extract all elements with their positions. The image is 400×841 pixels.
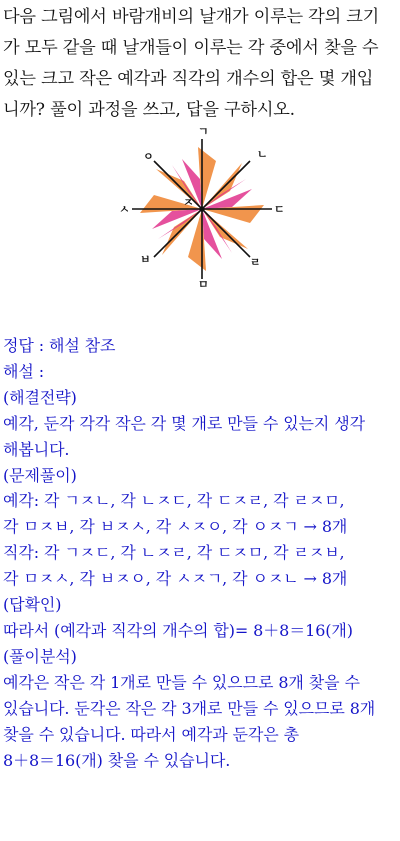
question-text xyxy=(3,2,399,126)
label-top-left: ㅇ xyxy=(143,150,154,163)
answer-explanation xyxy=(3,333,399,773)
answer-line: (풀이분석) xyxy=(3,646,77,666)
question-line: 다음 그림에서 바람개비의 날개가 이루는 각의 크기 xyxy=(3,7,380,27)
answer-line: 해설 : xyxy=(3,361,44,381)
answer-line: (해결전략) xyxy=(3,387,77,407)
pinwheel-diagram xyxy=(110,122,300,294)
label-left: ㅅ xyxy=(119,203,130,216)
answer-line: 있습니다. 둔각은 작은 각 3개로 만들 수 있으므로 8개 xyxy=(3,698,376,718)
answer-line: 각 ㅁㅈㅅ, 각 ㅂㅈㅇ, 각 ㅅㅈㄱ, 각 ㅇㅈㄴ → 8개 xyxy=(3,569,348,589)
label-bottom-left: ㅂ xyxy=(140,253,151,266)
label-bottom: ㅁ xyxy=(198,278,209,291)
answer-line: 따라서 (예각과 직각의 개수의 합)= 8＋8＝16(개) xyxy=(3,620,353,640)
answer-line: 해봅니다. xyxy=(3,439,70,459)
label-bottom-right: ㄹ xyxy=(250,256,261,269)
label-right: ㄷ xyxy=(274,203,285,216)
answer-line: 예각은 작은 각 1개로 만들 수 있으므로 8개 찾을 수 xyxy=(3,672,360,692)
pinwheel-figure xyxy=(110,122,300,294)
answer-line: 각 ㅁㅈㅂ, 각 ㅂㅈㅅ, 각 ㅅㅈㅇ, 각 ㅇㅈㄱ → 8개 xyxy=(3,517,348,537)
answer-line: 8＋8＝16(개) 찾을 수 있습니다. xyxy=(3,750,231,770)
answer-line: (답확인) xyxy=(3,595,62,615)
question-line: 니까? 풀이 과정을 쓰고, 답을 구하시오. xyxy=(3,100,295,120)
answer-line: 직각: 각 ㄱㅈㄷ, 각 ㄴㅈㄹ, 각 ㄷㅈㅁ, 각 ㄹㅈㅂ, xyxy=(3,543,345,563)
question-line: 가 모두 같을 때 날개들이 이루는 각 중에서 찾을 수 xyxy=(3,38,379,58)
answer-line: 예각: 각 ㄱㅈㄴ, 각 ㄴㅈㄷ, 각 ㄷㅈㄹ, 각 ㄹㅈㅁ, xyxy=(3,491,345,511)
label-top-right: ㄴ xyxy=(257,148,268,161)
answer-line: 예각, 둔각 각각 작은 각 몇 개로 만들 수 있는지 생각 xyxy=(3,413,365,433)
label-top: ㄱ xyxy=(198,125,209,138)
center-point xyxy=(199,206,204,211)
answer-line: (문제풀이) xyxy=(3,465,77,485)
answer-line: 정답 : 해설 참조 xyxy=(3,336,116,355)
answer-line: 찾을 수 있습니다. 따라서 예각과 둔각은 총 xyxy=(3,724,299,744)
question-line: 있는 크고 작은 예각과 직각의 개수의 합은 몇 개입 xyxy=(3,69,374,89)
label-center: ㅈ xyxy=(183,196,194,209)
